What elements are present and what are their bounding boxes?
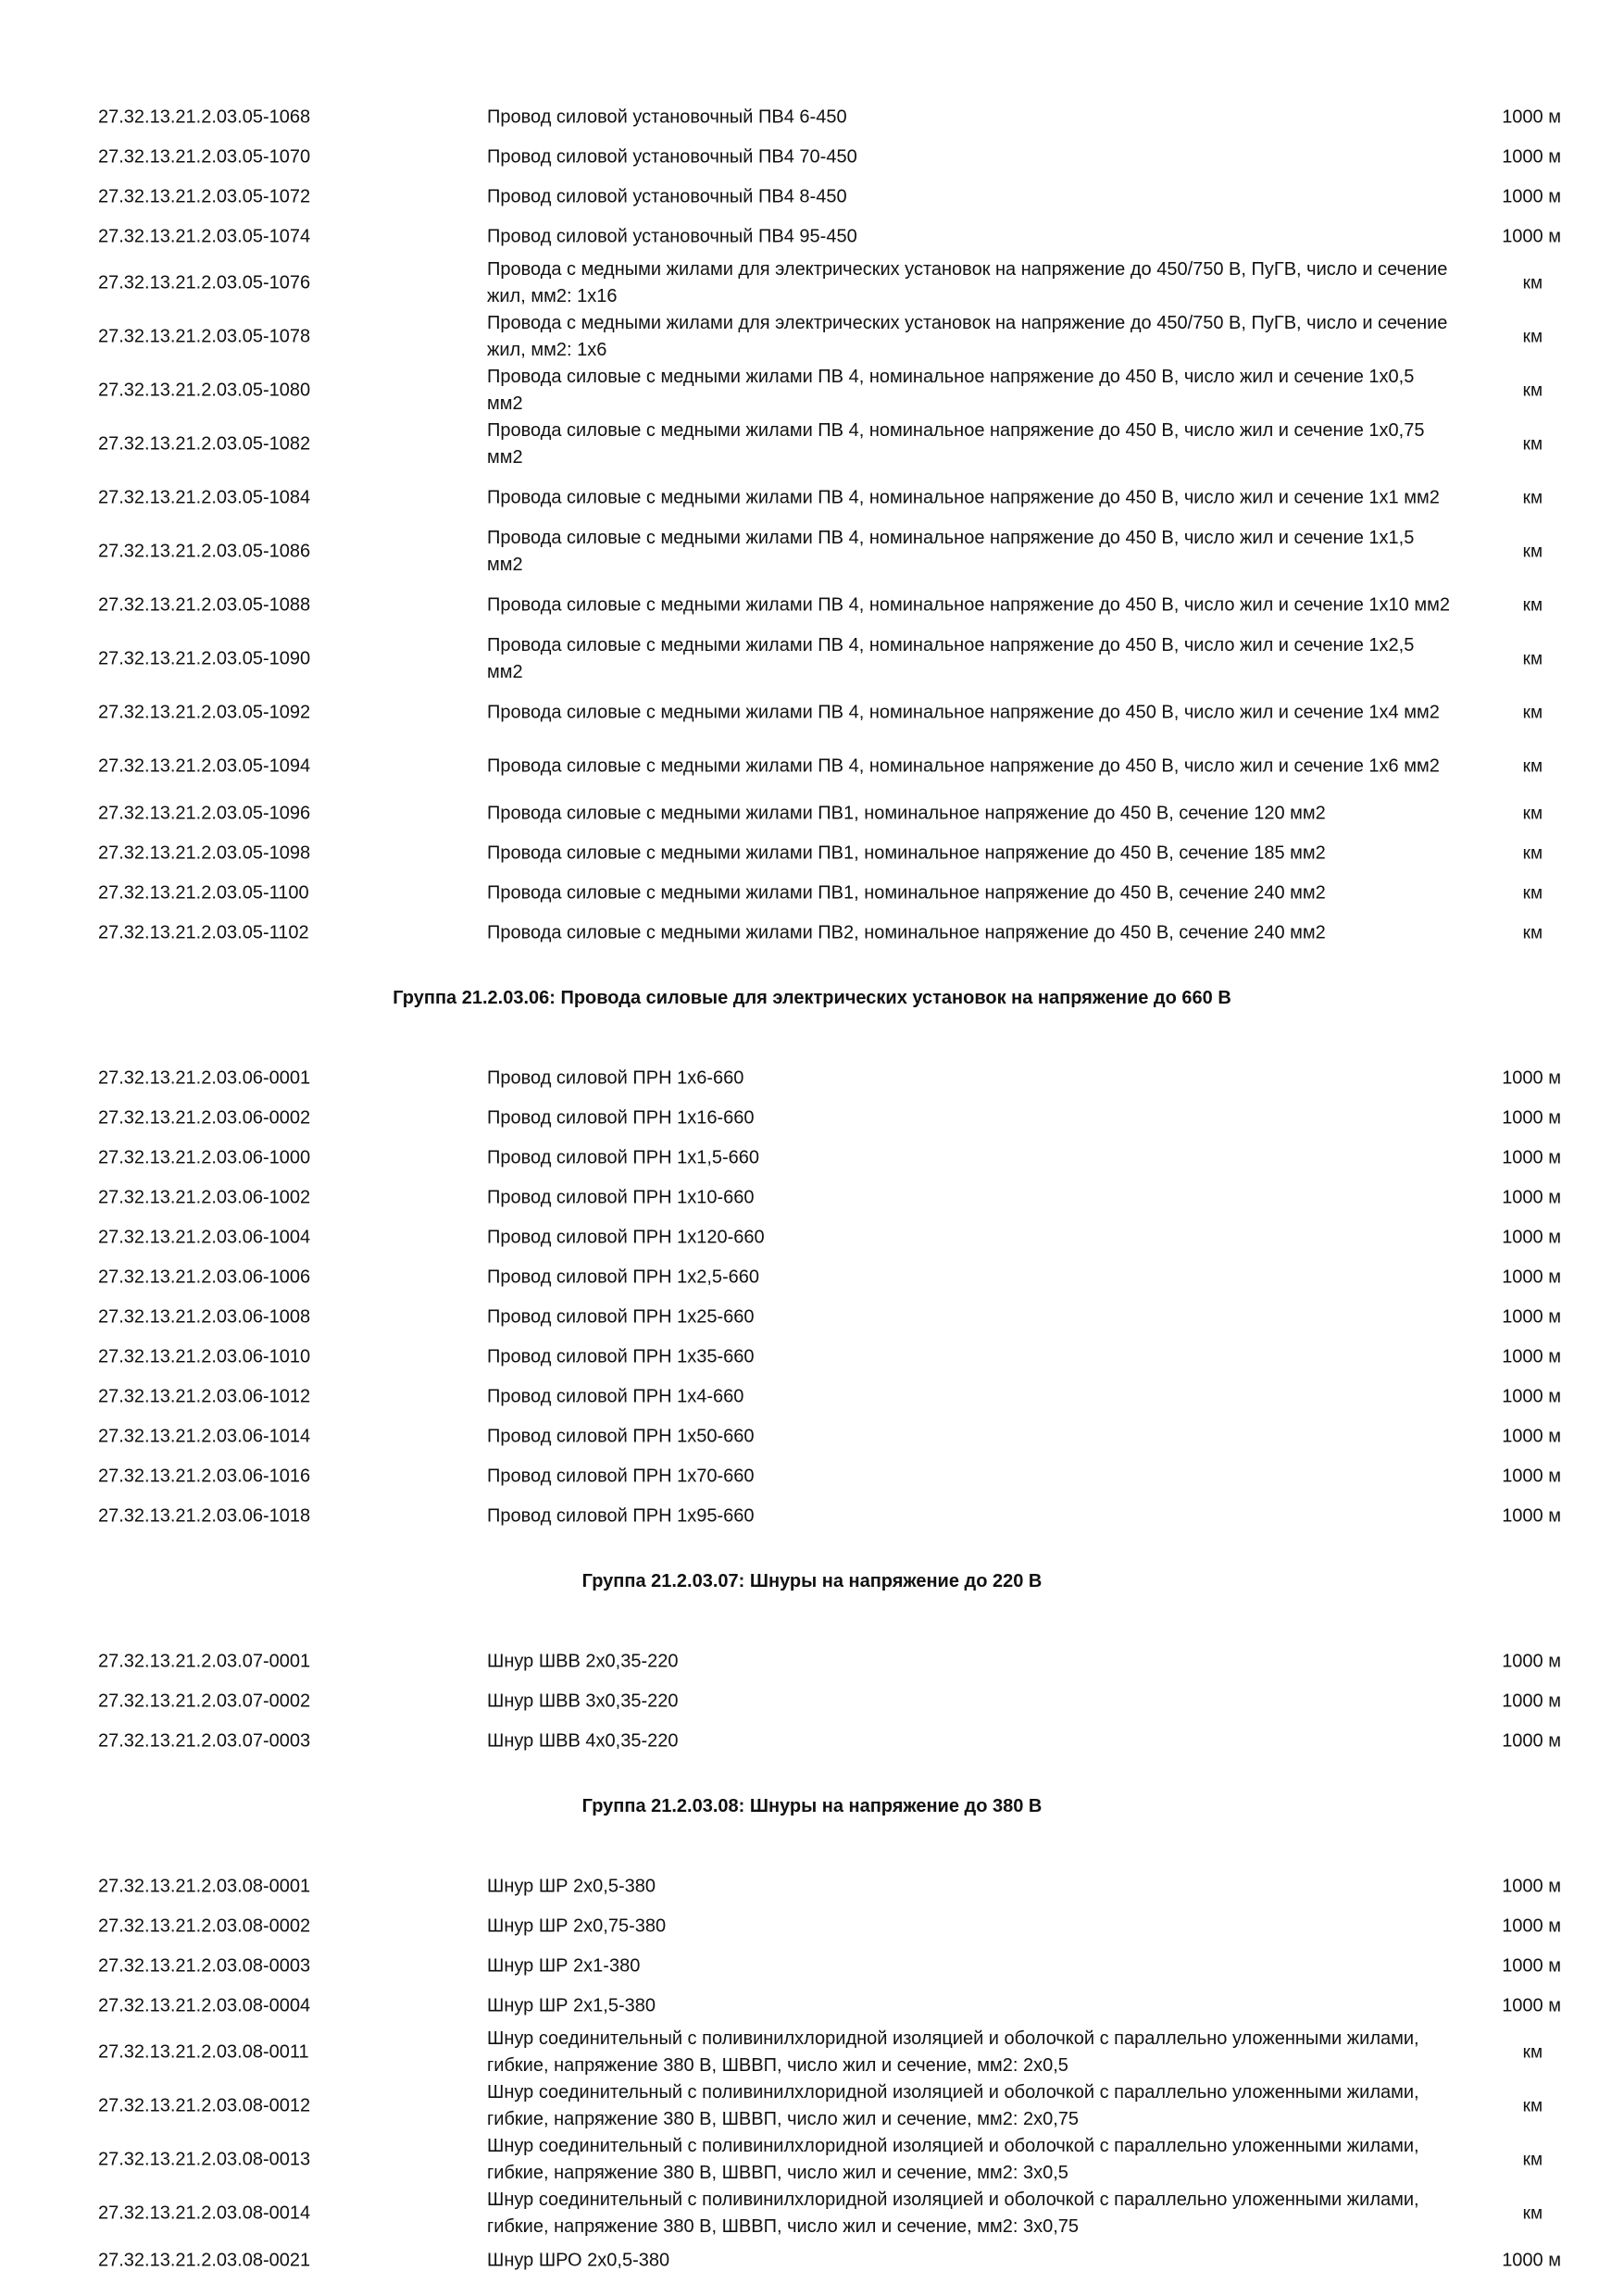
table-row [0, 740, 1624, 793]
row-unit: 1000 м [1502, 1267, 1561, 1287]
row-unit: 1000 м [1502, 1955, 1561, 1976]
row-unit: км [1522, 649, 1543, 669]
row-code: 27.32.13.21.2.03.06-0002 [98, 1107, 311, 1128]
table-row [0, 418, 1624, 471]
row-unit: 1000 м [1502, 1386, 1561, 1406]
row-name: Провода силовые с медными жилами ПВ 4, номинальное напряжение до 450 В, число жил и сечение 1х0,5 мм2 [487, 367, 1415, 414]
row-unit: 1000 м [1502, 186, 1561, 206]
row-code: 27.32.13.21.2.03.05-1102 [98, 922, 309, 942]
row-unit: 1000 м [1502, 146, 1561, 167]
row-unit: 1000 м [1502, 1187, 1561, 1207]
row-name: Шнур ШВВ 2х0,35-220 [487, 1651, 679, 1671]
row-name: Шнур ШВВ 4х0,35-220 [487, 1730, 679, 1751]
row-unit: 1000 м [1502, 1876, 1561, 1896]
row-name: Провод силовой ПРН 1х95-660 [487, 1505, 755, 1526]
row-unit: 1000 м [1502, 1346, 1561, 1366]
row-code: 27.32.13.21.2.03.05-1098 [98, 842, 311, 863]
row-code: 27.32.13.21.2.03.08-0002 [98, 1915, 311, 1936]
row-code: 27.32.13.21.2.03.06-1018 [98, 1505, 311, 1526]
row-code: 27.32.13.21.2.03.05-1076 [98, 272, 311, 293]
table-row [0, 1257, 1624, 1297]
row-code: 27.32.13.21.2.03.08-0012 [98, 2095, 311, 2116]
row-name: Провода силовые с медными жилами ПВ1, номинальное напряжение до 450 В, сечение 120 мм2 [487, 803, 1326, 823]
row-code: 27.32.13.21.2.03.08-0013 [98, 2149, 311, 2170]
row-name: Провод силовой ПРН 1х6-660 [487, 1067, 744, 1088]
row-code: 27.32.13.21.2.03.06-1010 [98, 1346, 311, 1366]
table-row [0, 364, 1624, 418]
row-name: Шнур ШРО 2х0,5-380 [487, 2250, 670, 2270]
row-unit: 1000 м [1502, 1915, 1561, 1936]
row-name: Провода с медными жилами для электрических установок на напряжение до 450/750 В, ПуГВ, число и сечение жил, мм2: 1х16 [487, 259, 1448, 306]
row-unit: 1000 м [1502, 106, 1561, 127]
group-title: Группа 21.2.03.06: Провода силовые для электрических установок на напряжение до 660 В [393, 988, 1231, 1008]
row-name: Шнур ШВВ 3х0,35-220 [487, 1691, 679, 1711]
row-code: 27.32.13.21.2.03.05-1088 [98, 594, 311, 616]
row-name: Шнур ШР 2х0,75-380 [487, 1915, 667, 1936]
table-row [0, 310, 1624, 364]
row-code: 27.32.13.21.2.03.06-1008 [98, 1306, 311, 1327]
table-row [0, 1641, 1624, 1681]
table-row [0, 525, 1624, 579]
table-row [0, 1416, 1624, 1456]
table-row [0, 2187, 1624, 2240]
row-code: 27.32.13.21.2.03.06-1014 [98, 1426, 311, 1446]
row-name: Провод силовой ПРН 1х50-660 [487, 1426, 755, 1446]
row-name: Провода силовые с медными жилами ПВ 4, номинальное напряжение до 450 В, число жил и сечение 1х1,5 мм2 [487, 528, 1415, 575]
row-unit: 1000 м [1502, 1426, 1561, 1446]
row-name: Провод силовой установочный ПВ4 6-450 [487, 106, 847, 127]
row-code: 27.32.13.21.2.03.06-1002 [98, 1187, 311, 1207]
table-row [0, 256, 1624, 310]
table-row [0, 1866, 1624, 1906]
row-code: 27.32.13.21.2.03.08-0004 [98, 1995, 311, 2015]
row-name: Провода силовые с медными жилами ПВ 4, номинальное напряжение до 450 В, число жил и сечение 1х2,5 мм2 [487, 635, 1415, 682]
row-unit: 1000 м [1502, 2250, 1561, 2270]
group-heading [0, 1761, 1624, 1866]
row-code: 27.32.13.21.2.03.08-0003 [98, 1955, 311, 1976]
table-row [0, 217, 1624, 256]
table-row [0, 632, 1624, 686]
group-title: Группа 21.2.03.08: Шнуры на напряжение до 380 В [581, 1796, 1043, 1816]
row-name: Шнур соединительный с поливинилхлоридной изоляцией и оболочкой с параллельно уложенными жилами, гибкие, напряжение 380 В, ШВВП, число жил и сечение, мм2: 3х0,75 [487, 2190, 1419, 2237]
row-unit: 1000 м [1502, 1691, 1561, 1711]
table-row [0, 1377, 1624, 1416]
table-row [0, 686, 1624, 740]
row-code: 27.32.13.21.2.03.06-1016 [98, 1466, 311, 1486]
row-code: 27.32.13.21.2.03.05-1080 [98, 380, 311, 401]
table-row [0, 1098, 1624, 1138]
row-code: 27.32.13.21.2.03.05-1084 [98, 487, 311, 508]
table-row [0, 1456, 1624, 1496]
row-name: Провод силовой установочный ПВ4 8-450 [487, 186, 847, 206]
row-code: 27.32.13.21.2.03.08-0021 [98, 2250, 311, 2270]
row-code: 27.32.13.21.2.03.07-0002 [98, 1691, 311, 1711]
row-code: 27.32.13.21.2.03.05-1090 [98, 648, 311, 669]
row-name: Провод силовой ПРН 1х2,5-660 [487, 1267, 760, 1287]
row-unit: км [1522, 756, 1543, 777]
row-unit: км [1522, 273, 1543, 293]
table-row [0, 2079, 1624, 2133]
table-row [0, 177, 1624, 217]
row-code: 27.32.13.21.2.03.05-1070 [98, 146, 311, 167]
row-code: 27.32.13.21.2.03.06-0001 [98, 1067, 311, 1088]
row-code: 27.32.13.21.2.03.05-1086 [98, 541, 311, 562]
row-unit: 1000 м [1502, 1107, 1561, 1128]
row-code: 27.32.13.21.2.03.05-1068 [98, 106, 311, 127]
row-code: 27.32.13.21.2.03.06-1004 [98, 1227, 311, 1247]
group-heading [0, 1536, 1624, 1641]
row-name: Провода силовые с медными жилами ПВ 4, номинальное напряжение до 450 В, число жил и сечение 1х6 мм2 [487, 755, 1440, 777]
row-code: 27.32.13.21.2.03.08-0001 [98, 1876, 311, 1896]
row-code: 27.32.13.21.2.03.06-1012 [98, 1386, 311, 1406]
row-name: Провод силовой ПРН 1х4-660 [487, 1386, 744, 1406]
row-code: 27.32.13.21.2.03.08-0014 [98, 2202, 311, 2224]
row-code: 27.32.13.21.2.03.07-0001 [98, 1651, 311, 1671]
row-unit: км [1522, 2042, 1543, 2063]
row-name: Провод силовой установочный ПВ4 70-450 [487, 146, 857, 167]
table-row [0, 2240, 1624, 2280]
row-unit: 1000 м [1502, 1227, 1561, 1247]
row-code: 27.32.13.21.2.03.05-1072 [98, 186, 311, 206]
table-row [0, 1058, 1624, 1098]
row-code: 27.32.13.21.2.03.07-0003 [98, 1730, 311, 1751]
row-name: Провод силовой ПРН 1х10-660 [487, 1187, 755, 1207]
row-name: Провод силовой ПРН 1х25-660 [487, 1306, 755, 1327]
row-code: 27.32.13.21.2.03.05-1078 [98, 326, 311, 347]
group-heading [0, 953, 1624, 1058]
row-unit: 1000 м [1502, 1466, 1561, 1486]
row-unit: 1000 м [1502, 226, 1561, 246]
row-unit: 1000 м [1502, 1651, 1561, 1671]
row-code: 27.32.13.21.2.03.05-1100 [98, 882, 309, 903]
row-name: Провод силовой ПРН 1х1,5-660 [487, 1147, 760, 1167]
row-unit: км [1522, 488, 1543, 508]
table-row [0, 97, 1624, 137]
row-name: Провод силовой ПРН 1х35-660 [487, 1346, 755, 1366]
row-unit: км [1522, 2203, 1543, 2224]
row-unit: 1000 м [1502, 1505, 1561, 1526]
row-name: Провода силовые с медными жилами ПВ1, номинальное напряжение до 450 В, сечение 240 мм2 [487, 882, 1326, 903]
row-name: Провода силовые с медными жилами ПВ 4, номинальное напряжение до 450 В, число жил и сечение 1х4 мм2 [487, 702, 1440, 723]
table-row [0, 1138, 1624, 1178]
table-row [0, 793, 1624, 833]
row-name: Провода с медными жилами для электрических установок на напряжение до 450/750 В, ПуГВ, число и сечение жил, мм2: 1х6 [487, 313, 1448, 360]
row-name: Шнур ШР 2х0,5-380 [487, 1876, 656, 1896]
row-unit: км [1522, 883, 1543, 903]
table-row [0, 1178, 1624, 1217]
table-row [0, 913, 1624, 953]
row-code: 27.32.13.21.2.03.06-1006 [98, 1267, 311, 1287]
row-unit: км [1522, 542, 1543, 562]
row-name: Провода силовые с медными жилами ПВ2, номинальное напряжение до 450 В, сечение 240 мм2 [487, 922, 1326, 942]
row-name: Шнур ШР 2х1,5-380 [487, 1995, 656, 2015]
table-row [0, 2133, 1624, 2187]
row-name: Провод силовой установочный ПВ4 95-450 [487, 226, 857, 246]
row-unit: км [1522, 381, 1543, 401]
table-row [0, 137, 1624, 177]
table-row [0, 1297, 1624, 1337]
row-unit: 1000 м [1502, 1067, 1561, 1088]
row-name: Провода силовые с медными жилами ПВ 4, номинальное напряжение до 450 В, число жил и сечение 1х1 мм2 [487, 487, 1440, 508]
row-unit: 1000 м [1502, 1147, 1561, 1167]
table-row [0, 1337, 1624, 1377]
table-row [0, 1946, 1624, 1986]
row-code: 27.32.13.21.2.03.05-1082 [98, 433, 311, 455]
table-row [0, 1906, 1624, 1946]
row-unit: км [1522, 595, 1543, 616]
table-row [0, 471, 1624, 525]
row-code: 27.32.13.21.2.03.05-1094 [98, 755, 311, 777]
row-code: 27.32.13.21.2.03.06-1000 [98, 1147, 311, 1167]
row-unit: км [1522, 843, 1543, 863]
row-name: Шнур ШР 2х1-380 [487, 1955, 641, 1976]
row-name: Провод силовой ПРН 1х120-660 [487, 1227, 765, 1247]
table-row [0, 2026, 1624, 2079]
table-row [0, 833, 1624, 873]
row-name: Провод силовой ПРН 1х70-660 [487, 1466, 755, 1486]
row-unit: 1000 м [1502, 1730, 1561, 1751]
group-title: Группа 21.2.03.07: Шнуры на напряжение до 220 В [581, 1571, 1043, 1591]
table-row [0, 579, 1624, 632]
table-row [0, 1217, 1624, 1257]
row-code: 27.32.13.21.2.03.05-1096 [98, 803, 311, 823]
row-code: 27.32.13.21.2.03.08-0011 [98, 2041, 309, 2063]
row-unit: км [1522, 2150, 1543, 2170]
row-name: Шнур соединительный с поливинилхлоридной изоляцией и оболочкой с параллельно уложенными жилами, гибкие, напряжение 380 В, ШВВП, число жил и сечение, мм2: 2х0,5 [487, 2028, 1419, 2076]
table-row [0, 1681, 1624, 1721]
row-name: Провода силовые с медными жилами ПВ 4, номинальное напряжение до 450 В, число жил и сечение 1х0,75 мм2 [487, 420, 1425, 468]
table-row [0, 1721, 1624, 1761]
row-name: Провода силовые с медными жилами ПВ1, номинальное напряжение до 450 В, сечение 185 мм2 [487, 842, 1326, 863]
row-name: Провода силовые с медными жилами ПВ 4, номинальное напряжение до 450 В, число жил и сечение 1х10 мм2 [487, 594, 1450, 616]
table-row [0, 1986, 1624, 2026]
row-unit: км [1522, 2096, 1543, 2116]
row-unit: 1000 м [1502, 1995, 1561, 2015]
row-name: Шнур соединительный с поливинилхлоридной изоляцией и оболочкой с параллельно уложенными жилами, гибкие, напряжение 380 В, ШВВП, число жил и сечение, мм2: 3х0,5 [487, 2136, 1419, 2183]
price-list-table [0, 97, 1624, 2280]
table-row [0, 873, 1624, 913]
row-unit: 1000 м [1502, 1306, 1561, 1327]
table-row [0, 1496, 1624, 1536]
row-unit: км [1522, 804, 1543, 823]
row-code: 27.32.13.21.2.03.05-1092 [98, 702, 311, 723]
row-unit: км [1522, 434, 1543, 455]
row-name: Провод силовой ПРН 1х16-660 [487, 1107, 755, 1128]
row-unit: км [1522, 703, 1543, 723]
row-unit: км [1522, 327, 1543, 347]
row-unit: км [1522, 923, 1543, 942]
row-code: 27.32.13.21.2.03.05-1074 [98, 226, 311, 246]
row-name: Шнур соединительный с поливинилхлоридной изоляцией и оболочкой с параллельно уложенными жилами, гибкие, напряжение 380 В, ШВВП, число жил и сечение, мм2: 2х0,75 [487, 2082, 1419, 2129]
